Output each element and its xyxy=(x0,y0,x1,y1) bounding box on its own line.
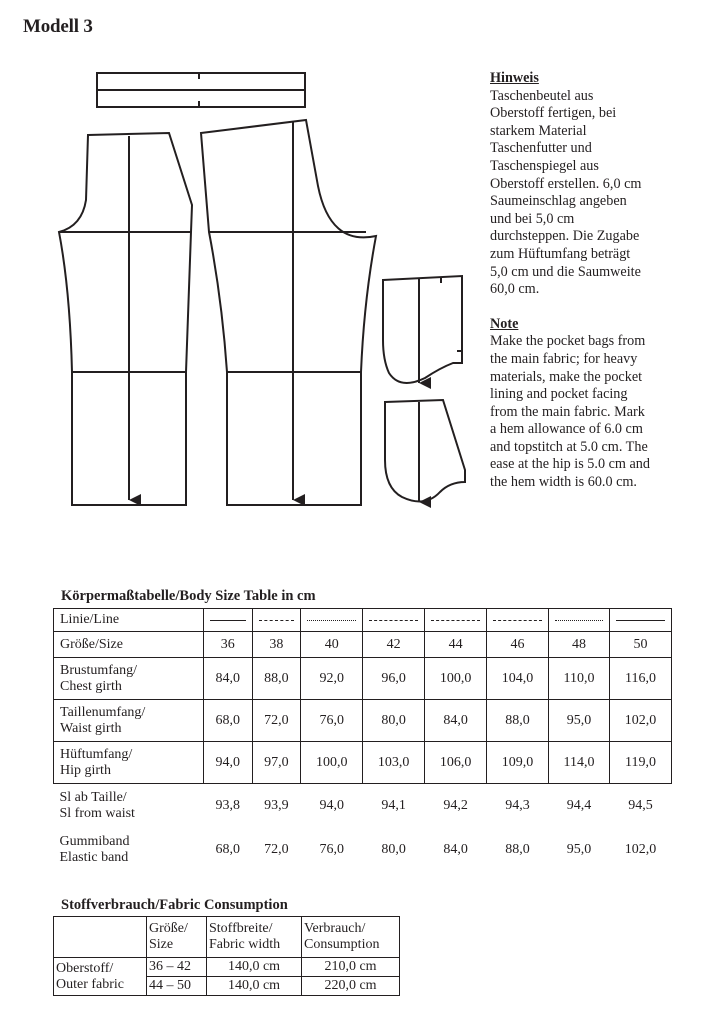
size-cell: 48 xyxy=(549,632,610,658)
waistband-piece xyxy=(97,73,305,107)
note-german xyxy=(490,70,650,299)
value-cell: 88,0 xyxy=(487,700,549,742)
value-cell: 104,0 xyxy=(487,658,549,700)
value-cell: 92,0 xyxy=(301,658,363,700)
size-cell: 38 xyxy=(252,632,301,658)
value-cell: 106,0 xyxy=(425,742,487,784)
table-row-line xyxy=(54,609,672,632)
row-label: Gummiband Elastic band xyxy=(59,834,130,865)
value-cell: 94,5 xyxy=(628,798,653,813)
value-cell: 93,9 xyxy=(264,798,289,813)
note-english-heading: Note xyxy=(490,315,519,332)
value-cell: 80,0 xyxy=(381,842,406,857)
line-style-44 xyxy=(425,609,487,632)
value-cell: 84,0 xyxy=(204,658,253,700)
line-style-38 xyxy=(252,609,301,632)
value-cell: 94,0 xyxy=(204,742,253,784)
row-label: Hüftumfang/ Hip girth xyxy=(54,742,204,784)
value-cell: 93,8 xyxy=(215,798,241,813)
table-row-size xyxy=(54,632,672,658)
note-german-text: Taschenbeutel aus Oberstoff fertigen, bei starkem Material Taschenfutter und Taschenspiegel aus Oberstoff erstellen. 6,0 cm Saumeinschlag angeben und bei 5,0 cm durchsteppen. Die Zugabe zum Hüftumfang beträgt 5,0 cm und die Saumweite 60,0 cm. xyxy=(490,87,642,298)
value-cell: 84,0 xyxy=(425,700,487,742)
value-cell: 94,4 xyxy=(566,798,592,813)
body-size-table xyxy=(53,608,672,872)
value-cell: 109,0 xyxy=(487,742,549,784)
line-style-48 xyxy=(549,609,610,632)
line-style-46 xyxy=(487,609,549,632)
value-cell: 96,0 xyxy=(363,658,425,700)
value-cell: 102,0 xyxy=(624,842,657,857)
row-label: Sl ab Taille/ Sl from waist xyxy=(59,790,135,821)
value-cell: 80,0 xyxy=(363,700,425,742)
fabric-consumption-table xyxy=(53,916,400,996)
header-consumption: Verbrauch/ Consumption xyxy=(302,917,400,958)
value-cell: 68,0 xyxy=(215,842,241,857)
pocket-facing-piece xyxy=(385,400,465,502)
size-cell: 50 xyxy=(610,632,672,658)
fabric-header-row xyxy=(54,917,400,958)
material-label: Oberstoff/ Outer fabric xyxy=(54,958,147,996)
value-cell: 88,0 xyxy=(505,842,530,857)
value-cell: 94,2 xyxy=(443,798,468,813)
header-fabric-width: Stoffbreite/ Fabric width xyxy=(207,917,302,958)
value-cell: 94,1 xyxy=(381,798,406,813)
value-cell: 116,0 xyxy=(610,658,672,700)
table-row-elastic xyxy=(54,828,672,872)
line-style-50 xyxy=(610,609,672,632)
page-title: Modell 3 xyxy=(23,16,93,37)
line-row-label: Linie/Line xyxy=(54,609,204,632)
size-range: 44 – 50 xyxy=(147,977,207,996)
value-cell: 88,0 xyxy=(252,658,301,700)
empty-header-cell xyxy=(54,917,147,958)
note-english-text: Make the pocket bags from the main fabric; for heavy materials, make the pocket lining and pocket facing from the main fabric. Mark a hem allowance of 6.0 cm and topstitch at 5.0 cm. The ease at the hip is 5.0 cm and the hem width is 60.0 cm. xyxy=(490,333,650,491)
value-cell: 97,0 xyxy=(252,742,301,784)
value-cell: 94,0 xyxy=(319,798,344,813)
fabric-width: 140,0 cm xyxy=(207,958,302,977)
line-style-40 xyxy=(301,609,363,632)
size-range: 36 – 42 xyxy=(147,958,207,977)
value-cell: 100,0 xyxy=(301,742,363,784)
consumption: 220,0 cm xyxy=(302,977,400,996)
fabric-row xyxy=(54,958,400,977)
row-label: Taillenumfang/ Waist girth xyxy=(54,700,204,742)
notes-panel xyxy=(490,70,650,509)
value-cell: 119,0 xyxy=(610,742,672,784)
value-cell: 110,0 xyxy=(549,658,610,700)
body-size-table-title: Körpermaßtabelle/Body Size Table in cm xyxy=(61,588,316,604)
value-cell: 68,0 xyxy=(204,700,253,742)
table-row-waist xyxy=(54,700,672,742)
back-leg-piece xyxy=(201,120,376,505)
size-cell: 36 xyxy=(204,632,253,658)
size-cell: 40 xyxy=(301,632,363,658)
front-leg-piece xyxy=(59,133,192,505)
value-cell: 72,0 xyxy=(264,842,289,857)
value-cell: 72,0 xyxy=(252,700,301,742)
value-cell: 76,0 xyxy=(301,700,363,742)
value-cell: 95,0 xyxy=(549,700,610,742)
pocket-bag-piece xyxy=(383,276,462,383)
note-german-heading: Hinweis xyxy=(490,70,539,86)
table-row-side-length xyxy=(54,784,672,829)
size-cell: 46 xyxy=(487,632,549,658)
line-style-42 xyxy=(363,609,425,632)
value-cell: 102,0 xyxy=(610,700,672,742)
value-cell: 84,0 xyxy=(443,842,468,857)
value-cell: 76,0 xyxy=(319,842,344,857)
table-row-hip xyxy=(54,742,672,784)
value-cell: 100,0 xyxy=(425,658,487,700)
fabric-table-title: Stoffverbrauch/Fabric Consumption xyxy=(61,897,288,913)
value-cell: 94,3 xyxy=(505,798,530,813)
value-cell: 114,0 xyxy=(549,742,610,784)
header-size: Größe/ Size xyxy=(147,917,207,958)
line-style-36 xyxy=(204,609,253,632)
note-english xyxy=(490,316,650,492)
size-cell: 42 xyxy=(363,632,425,658)
size-row-label: Größe/Size xyxy=(54,632,204,658)
size-cell: 44 xyxy=(425,632,487,658)
value-cell: 95,0 xyxy=(566,842,592,857)
row-label: Brustumfang/ Chest girth xyxy=(54,658,204,700)
fabric-width: 140,0 cm xyxy=(207,977,302,996)
value-cell: 103,0 xyxy=(363,742,425,784)
table-row-chest xyxy=(54,658,672,700)
consumption: 210,0 cm xyxy=(302,958,400,977)
